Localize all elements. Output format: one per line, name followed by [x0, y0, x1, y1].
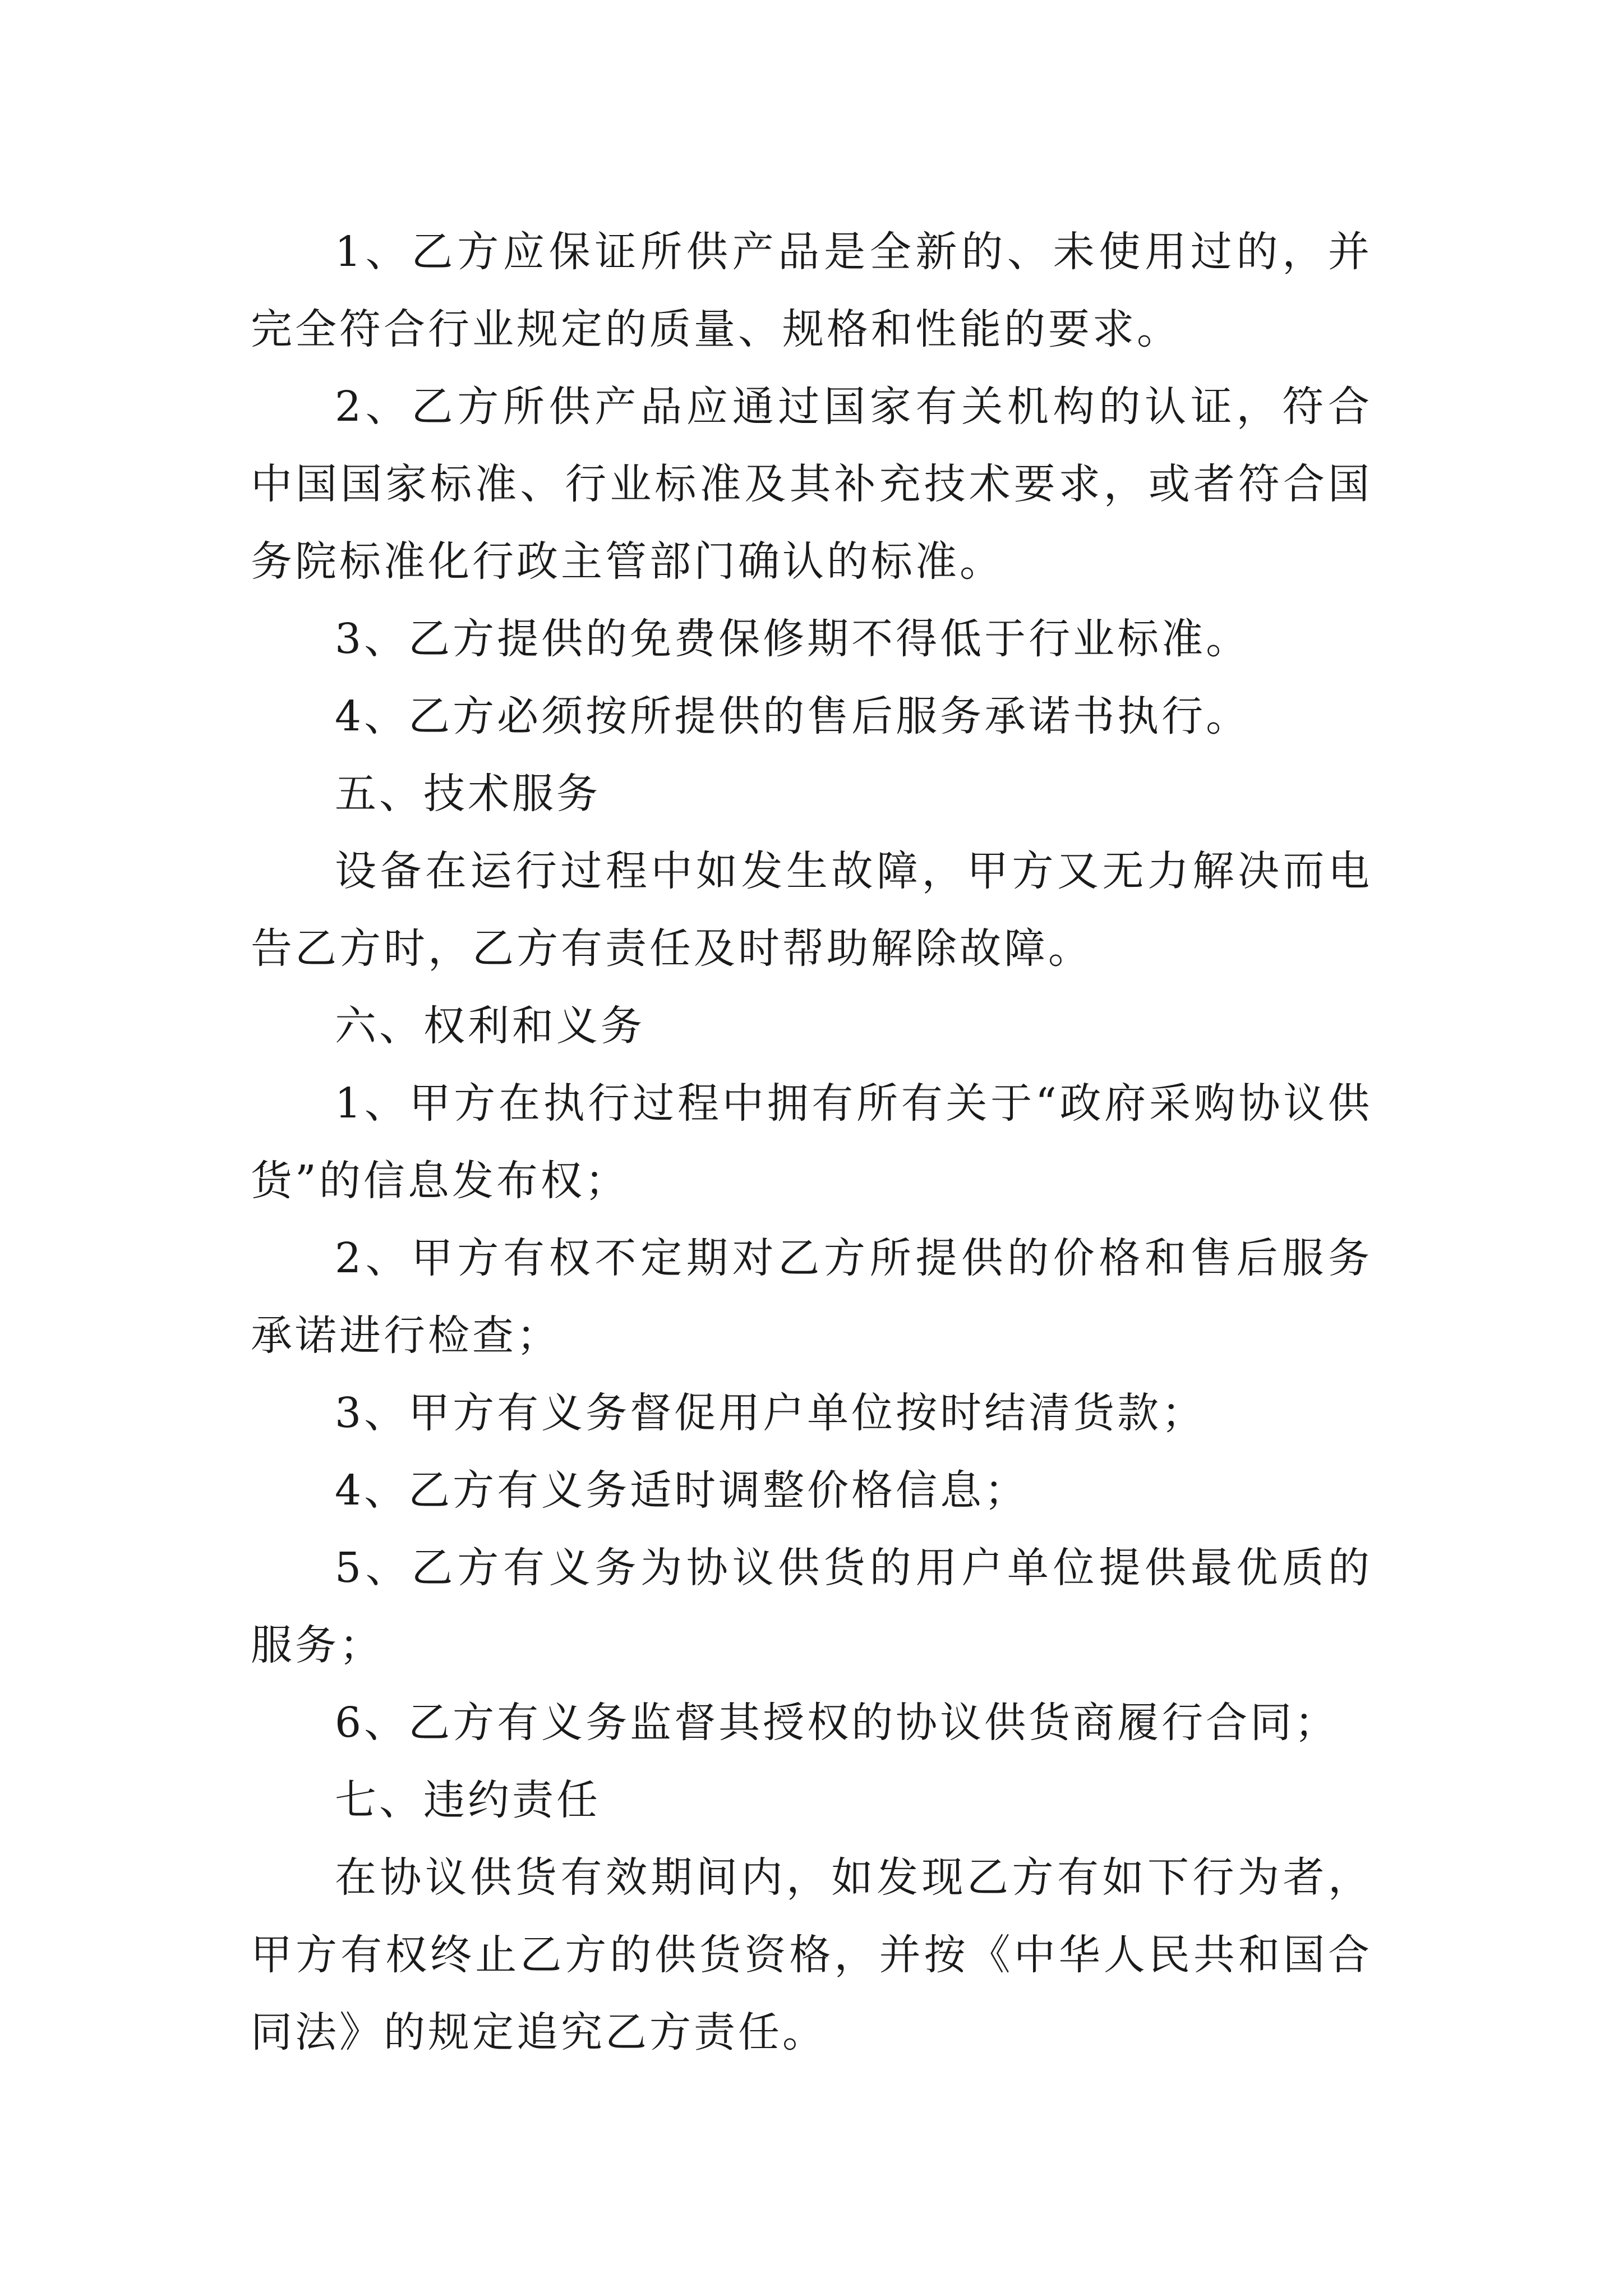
- clause-paragraph: 5、乙方有义务为协议供货的用户单位提供最优质的服务；: [251, 1544, 1372, 1669]
- section-heading: 六、权利和义务: [335, 1002, 645, 1050]
- clause-paragraph: 3、甲方有义务督促用户单位按时结清货款；: [335, 1389, 1206, 1437]
- clause-paragraph: 3、乙方提供的免费保修期不得低于行业标准。: [335, 615, 1251, 663]
- document-body: [251, 213, 1372, 2071]
- clause-paragraph: 在协议供货有效期间内，如发现乙方有如下行为者，甲方有权终止乙方的供货资格，并按《中华人民共和国合同法》的规定追究乙方责任。: [251, 1853, 1372, 2056]
- section-heading: 七、违约责任: [335, 1776, 601, 1824]
- clause-paragraph: 设备在运行过程中如发生故障，甲方又无力解决而电告乙方时，乙方有责任及时帮助解除故障。: [251, 847, 1372, 973]
- clause-paragraph: 1、乙方应保证所供产品是全新的、未使用过的，并完全符合行业规定的质量、规格和性能的要求。: [251, 228, 1372, 353]
- clause-paragraph: 6、乙方有义务监督其授权的协议供货商履行合同；: [335, 1699, 1339, 1747]
- clause-paragraph: 1、甲方在执行过程中拥有所有关于“政府采购协议供货”的信息发布权；: [251, 1079, 1372, 1205]
- clause-paragraph: 2、甲方有权不定期对乙方所提供的价格和售后服务承诺进行检查；: [251, 1234, 1372, 1360]
- clause-paragraph: 2、乙方所供产品应通过国家有关机构的认证，符合中国国家标准、行业标准及其补充技术要求，或者符合国务院标准化行政主管部门确认的标准。: [251, 383, 1372, 586]
- clause-paragraph: 4、乙方有义务适时调整价格信息；: [335, 1466, 1029, 1515]
- section-heading: 五、技术服务: [335, 770, 601, 818]
- clause-paragraph: 4、乙方必须按所提供的售后服务承诺书执行。: [335, 692, 1251, 740]
